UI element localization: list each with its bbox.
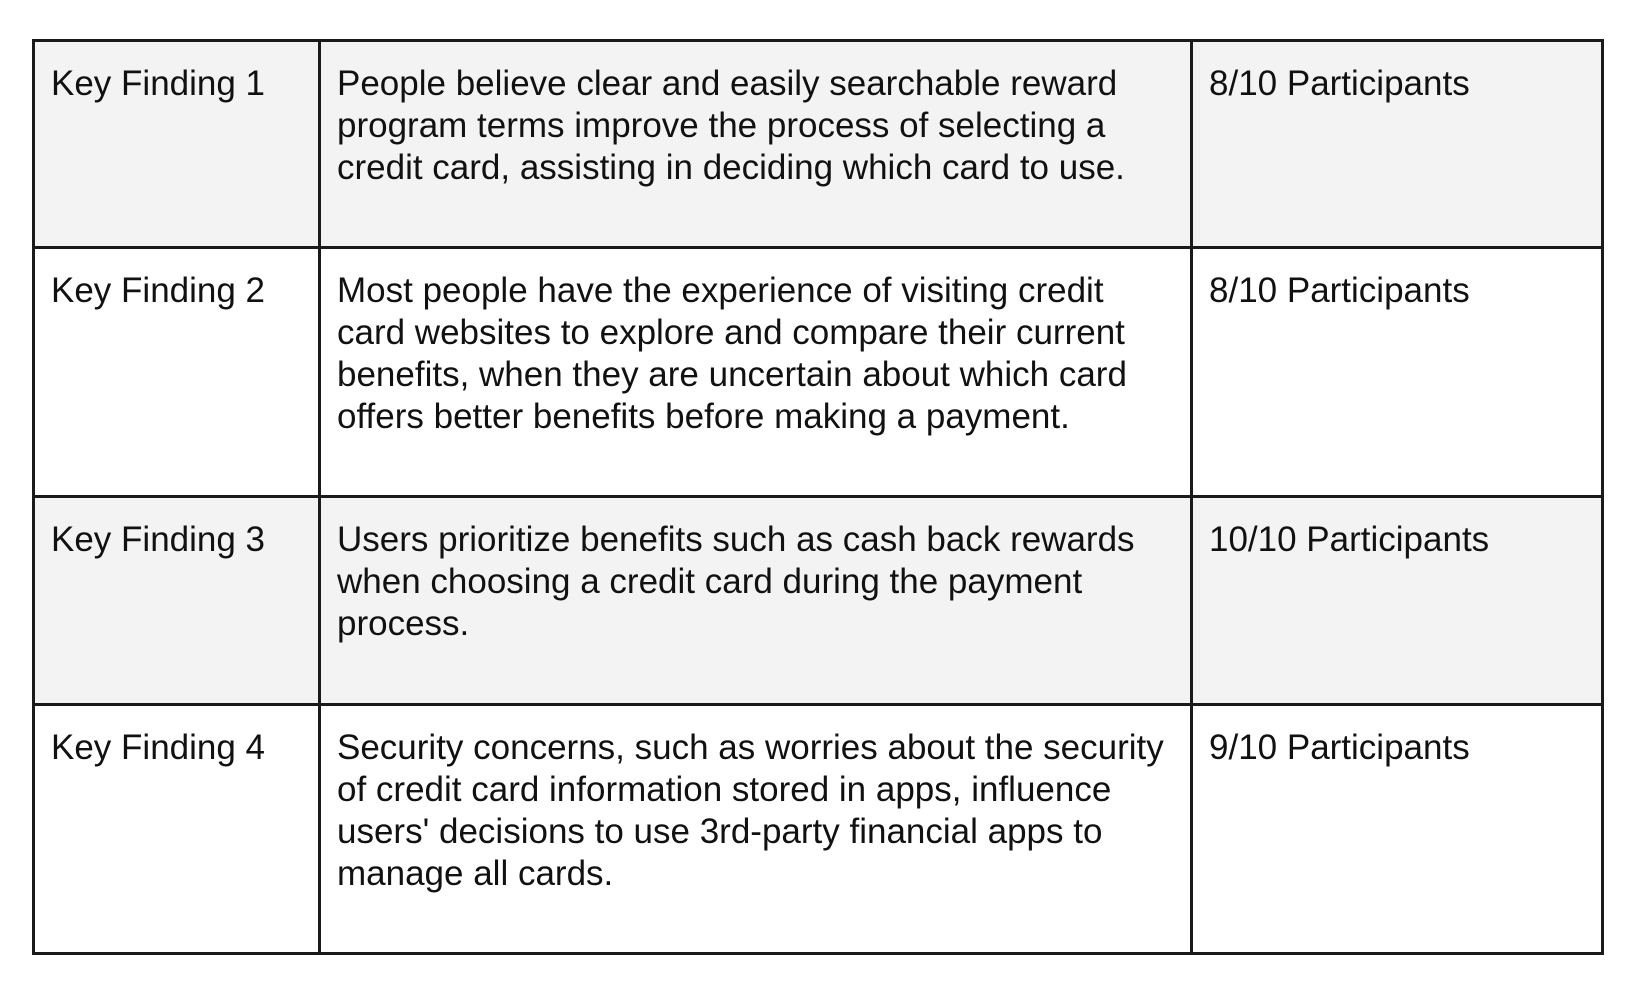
finding-label: Key Finding 4 [34,705,320,954]
finding-label: Key Finding 2 [34,248,320,497]
finding-label: Key Finding 1 [34,41,320,248]
table-row [34,41,1603,248]
finding-description: People believe clear and easily searchable reward program terms improve the process of selecting a credit card, assisting in deciding which card to use. [320,41,1192,248]
table-row [34,705,1603,954]
finding-participants: 8/10 Participants [1192,248,1603,497]
finding-participants: 9/10 Participants [1192,705,1603,954]
finding-description: Security concerns, such as worries about the security of credit card information stored in apps, influence users' decisions to use 3rd-party financial apps to manage all cards. [320,705,1192,954]
table-row [34,497,1603,705]
finding-participants: 10/10 Participants [1192,497,1603,705]
table-row [34,248,1603,497]
finding-participants: 8/10 Participants [1192,41,1603,248]
finding-description: Users prioritize benefits such as cash back rewards when choosing a credit card during the payment process. [320,497,1192,705]
finding-description: Most people have the experience of visiting credit card websites to explore and compare their current benefits, when they are uncertain about which card offers better benefits before making a payment. [320,248,1192,497]
finding-label: Key Finding 3 [34,497,320,705]
key-findings-table [32,39,1604,955]
